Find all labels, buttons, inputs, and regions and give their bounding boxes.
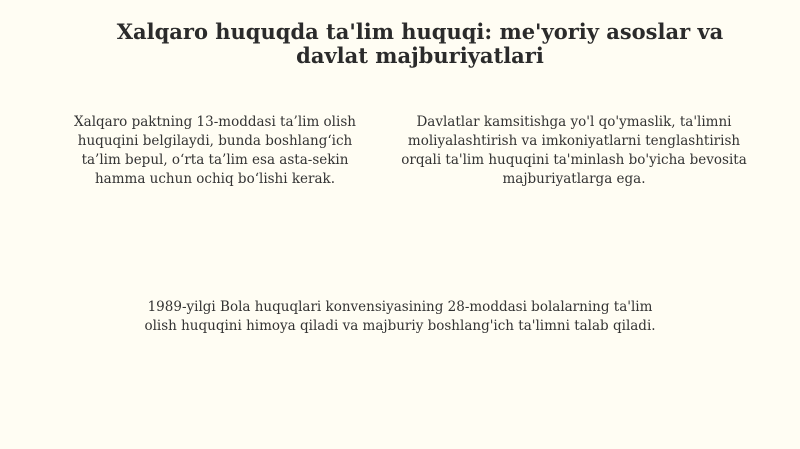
- left-paragraph: Xalqaro paktning 13-moddasi ta’lim olish huquqini belgilaydi, bunda boshlang‘ich ta’lim bepul, o‘rta ta’lim esa asta-sekin hamma uchun ochiq bo‘lishi kerak.: [74, 114, 356, 187]
- page-title: Xalqaro huquqda ta'lim huquqi: me'yoriy asoslar va davlat majburiyatlari: [116, 19, 724, 68]
- right-paragraph: Davlatlar kamsitishga yo'l qo'ymaslik, ta'limni moliyalashtirish va imkoniyatlarni tenglashtirish orqali ta'lim huquqini ta'minlash bo'yicha bevosita majburiyatlarga ega.: [401, 114, 747, 187]
- bottom-paragraph: 1989-yilgi Bola huquqlari konvensiyasining 28-moddasi bolalarning ta'lim olish huquqini himoya qiladi va majburiy boshlang'ich ta'limni talab qiladi.: [144, 299, 656, 334]
